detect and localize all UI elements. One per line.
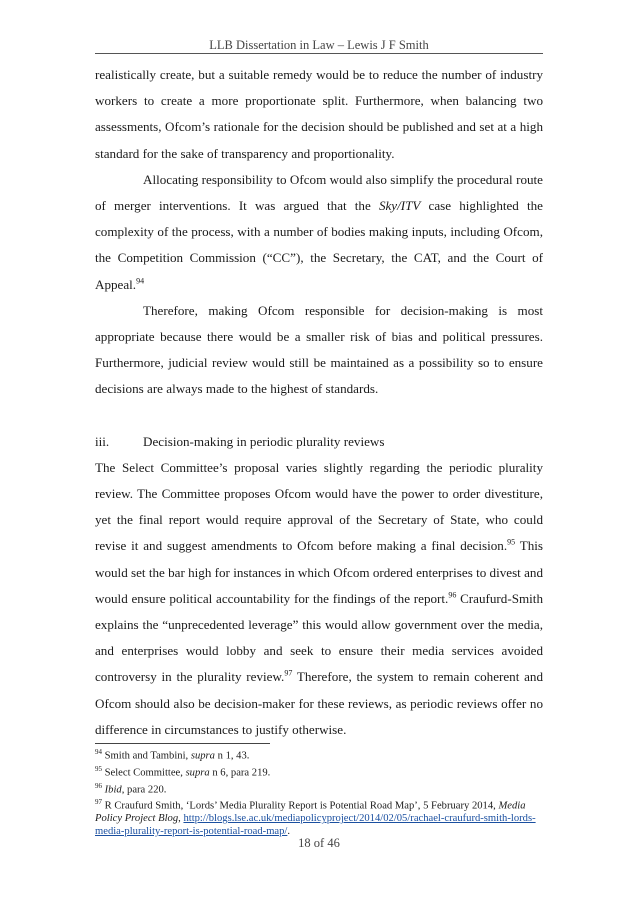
footnote-text: Select Committee, xyxy=(102,767,186,779)
header-rule xyxy=(95,53,543,54)
footnote-rest: n 1, 43. xyxy=(214,750,250,762)
footnote-94 xyxy=(95,746,543,763)
paragraph-2-text-b: case highlighted the complexity of the process, with a number of bodies making inputs, including Ofcom, the Competition Commission (“CC”), the Secretary, the CAT, and the Court of Appeal. xyxy=(95,198,543,292)
section-title: Decision-making in periodic plurality reviews xyxy=(143,433,385,449)
paragraph-spacer xyxy=(95,403,543,429)
running-header: LLB Dissertation in Law – Lewis J F Smith xyxy=(209,38,429,52)
footnote-rest: n 6, para 219. xyxy=(209,767,271,779)
page-number: 18 of 46 xyxy=(298,836,340,850)
footnote-ref-96[interactable]: 96 xyxy=(448,590,457,600)
footnote-number: 95 xyxy=(95,764,102,773)
footnotes xyxy=(95,746,543,838)
paragraph-4-text-d: Therefore, the system to remain coherent and Ofcom should also be decision-maker for these reviews, as periodic reviews offer no difference in circumstances to justify otherwise. xyxy=(95,669,543,737)
footnote-97 xyxy=(95,796,543,837)
section-number: iii. xyxy=(95,433,110,449)
footnote-italic: Ibid xyxy=(104,784,122,796)
footnote-italic: supra xyxy=(190,750,215,762)
paragraph-4-text-a: The Select Committee’s proposal varies slightly regarding the periodic plurality review. The Committee proposes Ofcom would have the power to order divestiture, yet the final report would require approval of the Secretary of State, who could revise it and suggest amendments to Ofcom before making a final decision. xyxy=(95,459,543,554)
footnote-italic: supra xyxy=(185,767,210,779)
footnote-ref-95[interactable]: 95 xyxy=(507,538,516,548)
footnote-ref-94[interactable]: 94 xyxy=(136,276,145,286)
paragraph-4-text-c: Craufurd-Smith explains the “unprecedented leverage” this would allow government over the media, and enterprises would lobby and seek to ensure their media services avoided controversy in the plurality review. xyxy=(95,590,543,685)
paragraph-4-text-b: This would set the bar high for instances in which Ofcom ordered enterprises to divest and would ensure political accountability for the findings of the report. xyxy=(95,538,543,606)
footnote-ref-97[interactable]: 97 xyxy=(284,669,293,679)
paragraph-1: realistically create, but a suitable remedy would be to reduce the number of industry workers to create a more proportionate split. Furthermore, when balancing two assessments, Ofcom’s rationale for the decision should be published and set at a high standard for the sake of transparency and proportionality. xyxy=(95,67,543,161)
footnote-number: 97 xyxy=(95,798,102,807)
paragraph-2-text-a: Allocating responsibility to Ofcom would also simplify the procedural route of merger interventions. It was argued that the xyxy=(95,171,543,214)
footnote-italic: Media Policy Project Blog xyxy=(95,801,526,825)
paragraph-2 xyxy=(95,167,543,298)
paragraph-3: Therefore, making Ofcom responsible for decision-making is most appropriate because there would be a smaller risk of bias and political pressures. Furthermore, judicial review would still be maintained as a possibility so to ensure decisions are always made to the highest of standards. xyxy=(95,302,543,397)
footnote-end: . xyxy=(287,825,291,837)
footnote-rule xyxy=(95,743,270,744)
footnote-96 xyxy=(95,780,543,797)
section-heading xyxy=(95,429,543,455)
footnote-text: Smith and Tambini, xyxy=(102,750,191,762)
footnote-95 xyxy=(95,763,543,780)
footnote-number: 96 xyxy=(95,781,102,790)
paragraph-4 xyxy=(95,455,543,743)
footnote-link[interactable]: http://blogs.lse.ac.uk/mediapolicyproject/2014/02/05/rachael-craufurd-smith-lords-media-plurality-report-is-potential-road-map/ xyxy=(95,813,536,837)
footnote-number: 94 xyxy=(95,748,102,756)
footnote-rest: , xyxy=(178,813,184,825)
main-text xyxy=(95,62,543,743)
footnote-text: R Craufurd Smith, ‘Lords’ Media Plurality Report is Potential Road Map’, 5 February 2014, xyxy=(102,801,499,813)
case-name-italic: Sky/ITV xyxy=(378,198,421,214)
footnote-rest: , para 220. xyxy=(121,784,167,796)
